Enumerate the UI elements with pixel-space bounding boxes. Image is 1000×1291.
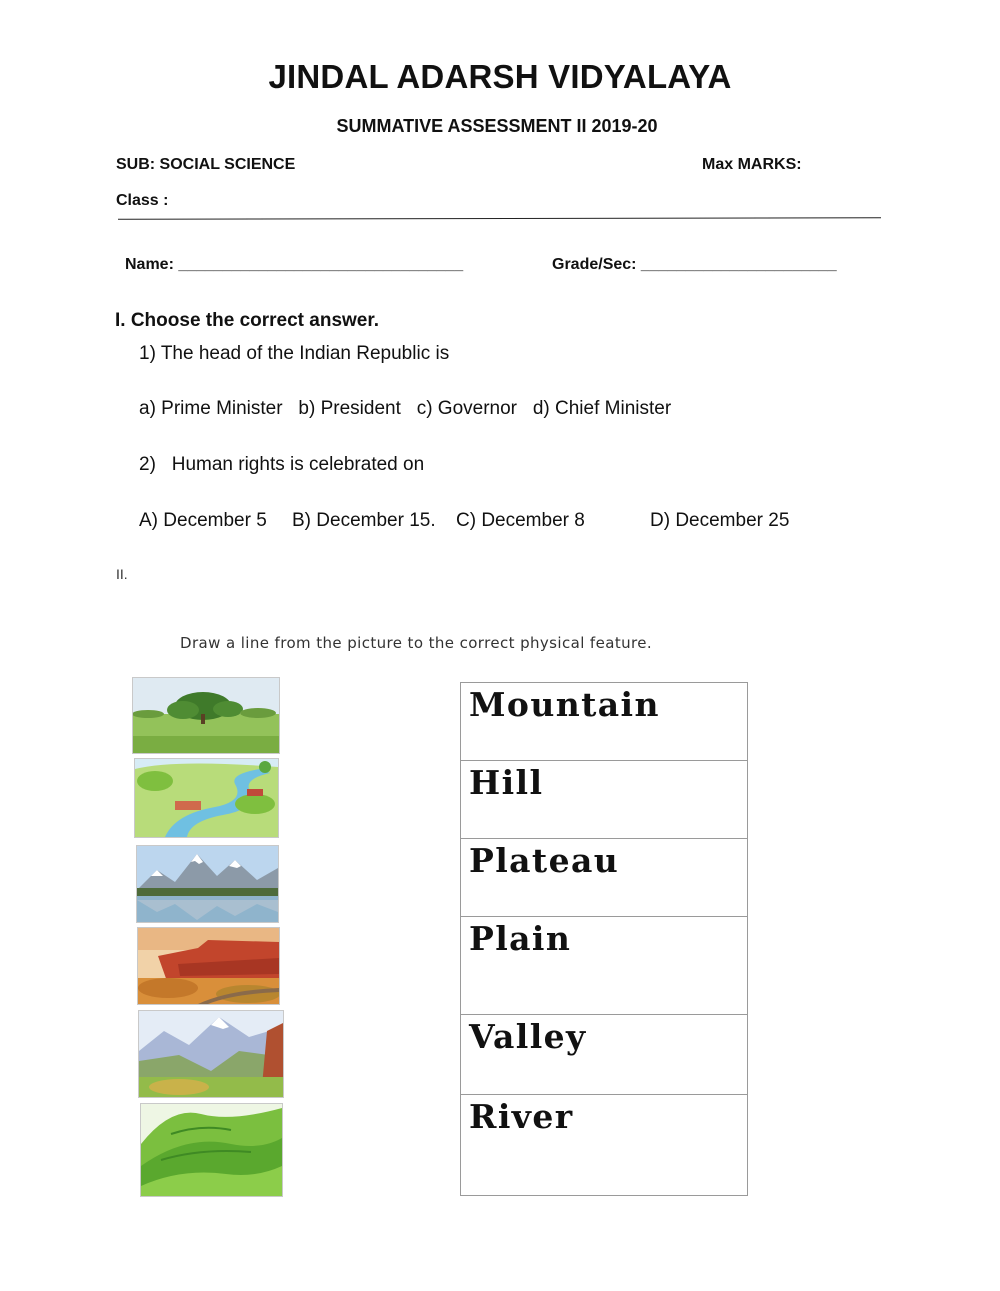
question-2-option-c: C) December 8 (456, 510, 585, 531)
grade-field[interactable]: Grade/Sec: ______________________ (552, 256, 837, 273)
feature-cell-mountain[interactable] (461, 683, 747, 761)
valley-picture[interactable] (138, 1010, 284, 1098)
feature-valley: Valley (469, 1017, 587, 1056)
exam-title: SUMMATIVE ASSESSMENT II 2019-20 (336, 116, 658, 136)
section-2-label: II. (116, 566, 128, 582)
hill-picture[interactable] (140, 1103, 283, 1197)
feature-cell-plain[interactable] (461, 917, 747, 1015)
subject-label: SUB: SOCIAL SCIENCE (116, 156, 296, 173)
question-1: 1) The head of the Indian Republic is (139, 343, 450, 364)
feature-cell-river[interactable] (461, 1095, 747, 1195)
river-picture[interactable] (134, 758, 279, 838)
header-divider (118, 217, 881, 220)
plateau-picture[interactable] (137, 927, 280, 1005)
feature-cell-valley[interactable] (461, 1015, 747, 1095)
name-field[interactable]: Name: ________________________________ (125, 256, 464, 273)
question-2: 2) Human rights is celebrated on (139, 454, 425, 475)
max-marks-label: Max MARKS: (702, 156, 802, 173)
mountain-picture[interactable] (136, 845, 279, 923)
feature-mountain: Mountain (469, 685, 660, 724)
question-2-option-b: B) December 15. (292, 510, 436, 531)
feature-plain: Plain (469, 919, 572, 958)
features-table (460, 682, 748, 1196)
feature-plateau: Plateau (469, 841, 620, 880)
feature-cell-hill[interactable] (461, 761, 747, 839)
question-1-options: a) Prime Minister b) President c) Governor d) Chief Minister (139, 398, 672, 419)
matching-instruction: Draw a line from the picture to the correct physical feature. (180, 634, 653, 652)
section-1-heading: I. Choose the correct answer. (115, 310, 379, 331)
feature-river: River (469, 1097, 574, 1136)
feature-cell-plateau[interactable] (461, 839, 747, 917)
class-label: Class : (116, 192, 169, 209)
question-2-option-a: A) December 5 (139, 510, 267, 531)
feature-hill: Hill (469, 763, 544, 802)
plain-picture[interactable] (132, 677, 280, 754)
school-name: JINDAL ADARSH VIDYALAYA (268, 58, 732, 95)
question-2-option-d: D) December 25 (650, 510, 790, 531)
